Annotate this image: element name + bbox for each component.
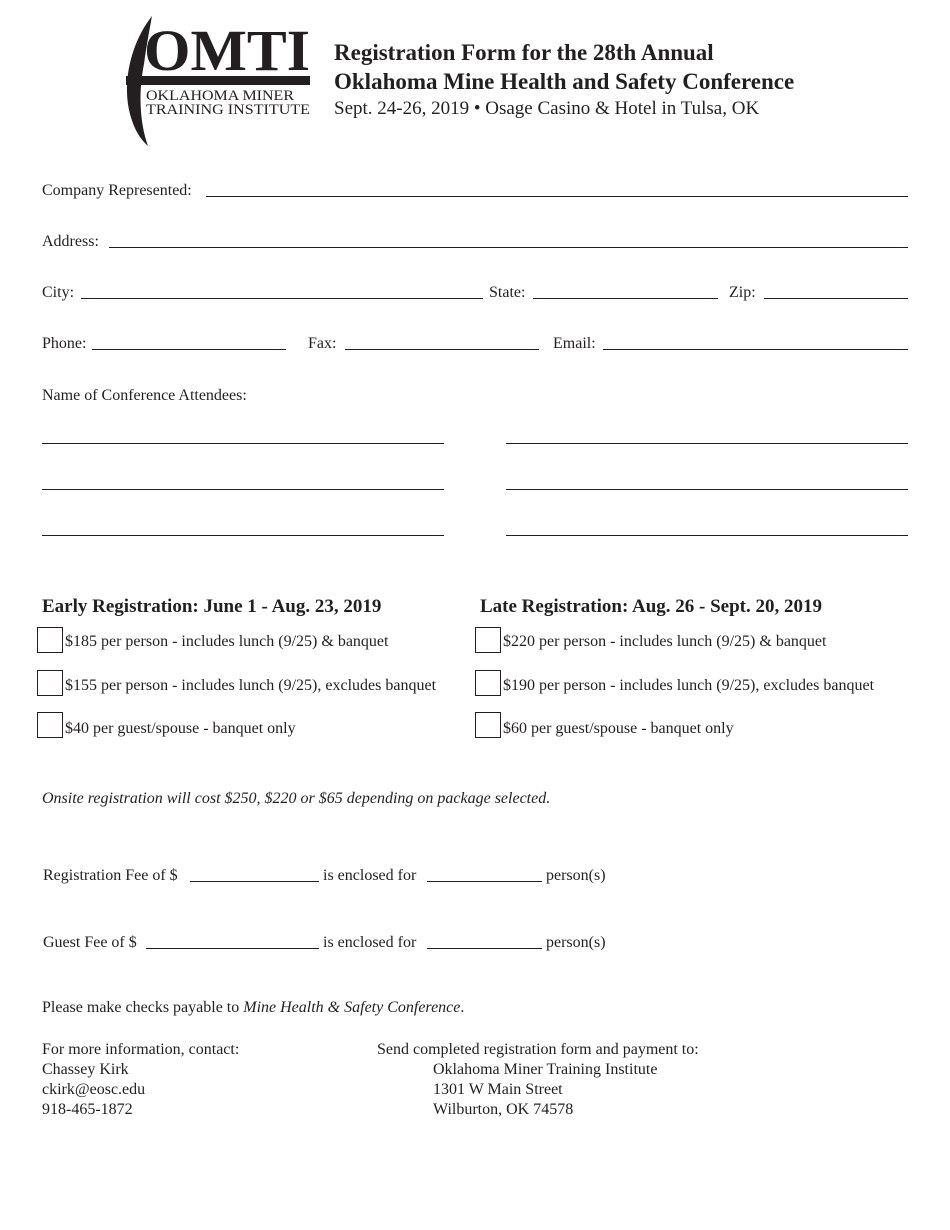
email-input[interactable] xyxy=(603,331,908,350)
payable-note xyxy=(42,999,464,1017)
onsite-note: Onsite registration will cost $250, $220 or $65 depending on package selected. xyxy=(42,790,551,807)
late-registration-heading: Late Registration: Aug. 26 - Sept. 20, 2019 xyxy=(480,596,822,617)
fax-label: Fax: xyxy=(308,335,337,352)
registration-fee-input[interactable] xyxy=(190,863,319,882)
attendees-label: Name of Conference Attendees: xyxy=(42,387,247,404)
early-registration-heading: Early Registration: June 1 - Aug. 23, 2019 xyxy=(42,596,382,617)
guest-fee-input[interactable] xyxy=(146,930,319,949)
send-street: 1301 W Main Street xyxy=(433,1081,563,1098)
contact-name: Chassey Kirk xyxy=(42,1061,129,1078)
city-input[interactable] xyxy=(81,280,483,299)
conference-dates-location: Sept. 24-26, 2019 • Osage Casino & Hotel in Tulsa, OK xyxy=(334,98,760,119)
company-input[interactable] xyxy=(206,178,908,197)
company-label: Company Represented: xyxy=(42,182,192,199)
state-input[interactable] xyxy=(533,280,718,299)
address-label: Address: xyxy=(42,233,99,250)
registration-fee-label: Registration Fee of $ xyxy=(43,867,178,884)
zip-input[interactable] xyxy=(764,280,908,299)
address-input[interactable] xyxy=(109,229,908,248)
send-org: Oklahoma Miner Training Institute xyxy=(433,1061,658,1078)
guest-persons-label: person(s) xyxy=(546,934,606,951)
phone-label: Phone: xyxy=(42,335,87,352)
state-label: State: xyxy=(489,284,526,301)
city-label: City: xyxy=(42,284,75,301)
early-option-3-label: $40 per guest/spouse - banquet only xyxy=(65,720,296,737)
registration-persons-input[interactable] xyxy=(427,863,542,882)
form-title-line1: Registration Form for the 28th Annual xyxy=(334,40,714,65)
late-option-3-label: $60 per guest/spouse - banquet only xyxy=(503,720,734,737)
early-option-1-label: $185 per person - includes lunch (9/25) & banquet xyxy=(65,633,389,650)
logo-line1: OKLAHOMA MINER xyxy=(146,88,295,104)
omti-logo xyxy=(122,14,314,150)
guest-fee-label: Guest Fee of $ xyxy=(43,934,137,951)
logo-line2: TRAINING INSTITUTE xyxy=(146,102,311,118)
early-option-3-checkbox[interactable] xyxy=(37,712,63,738)
late-option-3-checkbox[interactable] xyxy=(475,712,501,738)
registration-enclosed-label: is enclosed for xyxy=(323,867,417,884)
late-option-1-label: $220 per person - includes lunch (9/25) & banquet xyxy=(503,633,827,650)
early-option-2-label: $155 per person - includes lunch (9/25), excludes banquet xyxy=(65,677,437,694)
phone-input[interactable] xyxy=(92,331,286,350)
late-option-1-checkbox[interactable] xyxy=(475,627,501,653)
fax-input[interactable] xyxy=(345,331,539,350)
attendee-input-1[interactable] xyxy=(42,425,444,444)
attendee-input-6[interactable] xyxy=(506,517,908,536)
contact-email: ckirk@eosc.edu xyxy=(42,1081,146,1098)
send-city: Wilburton, OK 74578 xyxy=(433,1101,574,1118)
early-option-2-checkbox[interactable] xyxy=(37,670,63,696)
attendee-input-2[interactable] xyxy=(506,425,908,444)
payable-suffix: . xyxy=(460,999,465,1016)
contact-phone: 918-465-1872 xyxy=(42,1101,133,1118)
send-block xyxy=(377,1040,699,1120)
late-option-2-checkbox[interactable] xyxy=(475,670,501,696)
contact-block xyxy=(42,1040,239,1120)
guest-persons-input[interactable] xyxy=(427,930,542,949)
contact-heading: For more information, contact: xyxy=(42,1041,240,1058)
guest-enclosed-label: is enclosed for xyxy=(323,934,417,951)
late-option-2-label: $190 per person - includes lunch (9/25), excludes banquet xyxy=(503,677,875,694)
send-heading: Send completed registration form and payment to: xyxy=(377,1041,699,1058)
attendee-input-3[interactable] xyxy=(42,471,444,490)
early-option-1-checkbox[interactable] xyxy=(37,627,63,653)
logo-letters: OMTI xyxy=(144,18,310,83)
email-label: Email: xyxy=(553,335,596,352)
payable-prefix: Please make checks payable to xyxy=(42,999,244,1016)
registration-persons-label: person(s) xyxy=(546,867,606,884)
zip-label: Zip: xyxy=(729,284,756,301)
payable-payee: Mine Health & Safety Conference xyxy=(243,999,461,1016)
form-title-line2: Oklahoma Mine Health and Safety Conference xyxy=(334,69,795,94)
attendee-input-4[interactable] xyxy=(506,471,908,490)
attendee-input-5[interactable] xyxy=(42,517,444,536)
